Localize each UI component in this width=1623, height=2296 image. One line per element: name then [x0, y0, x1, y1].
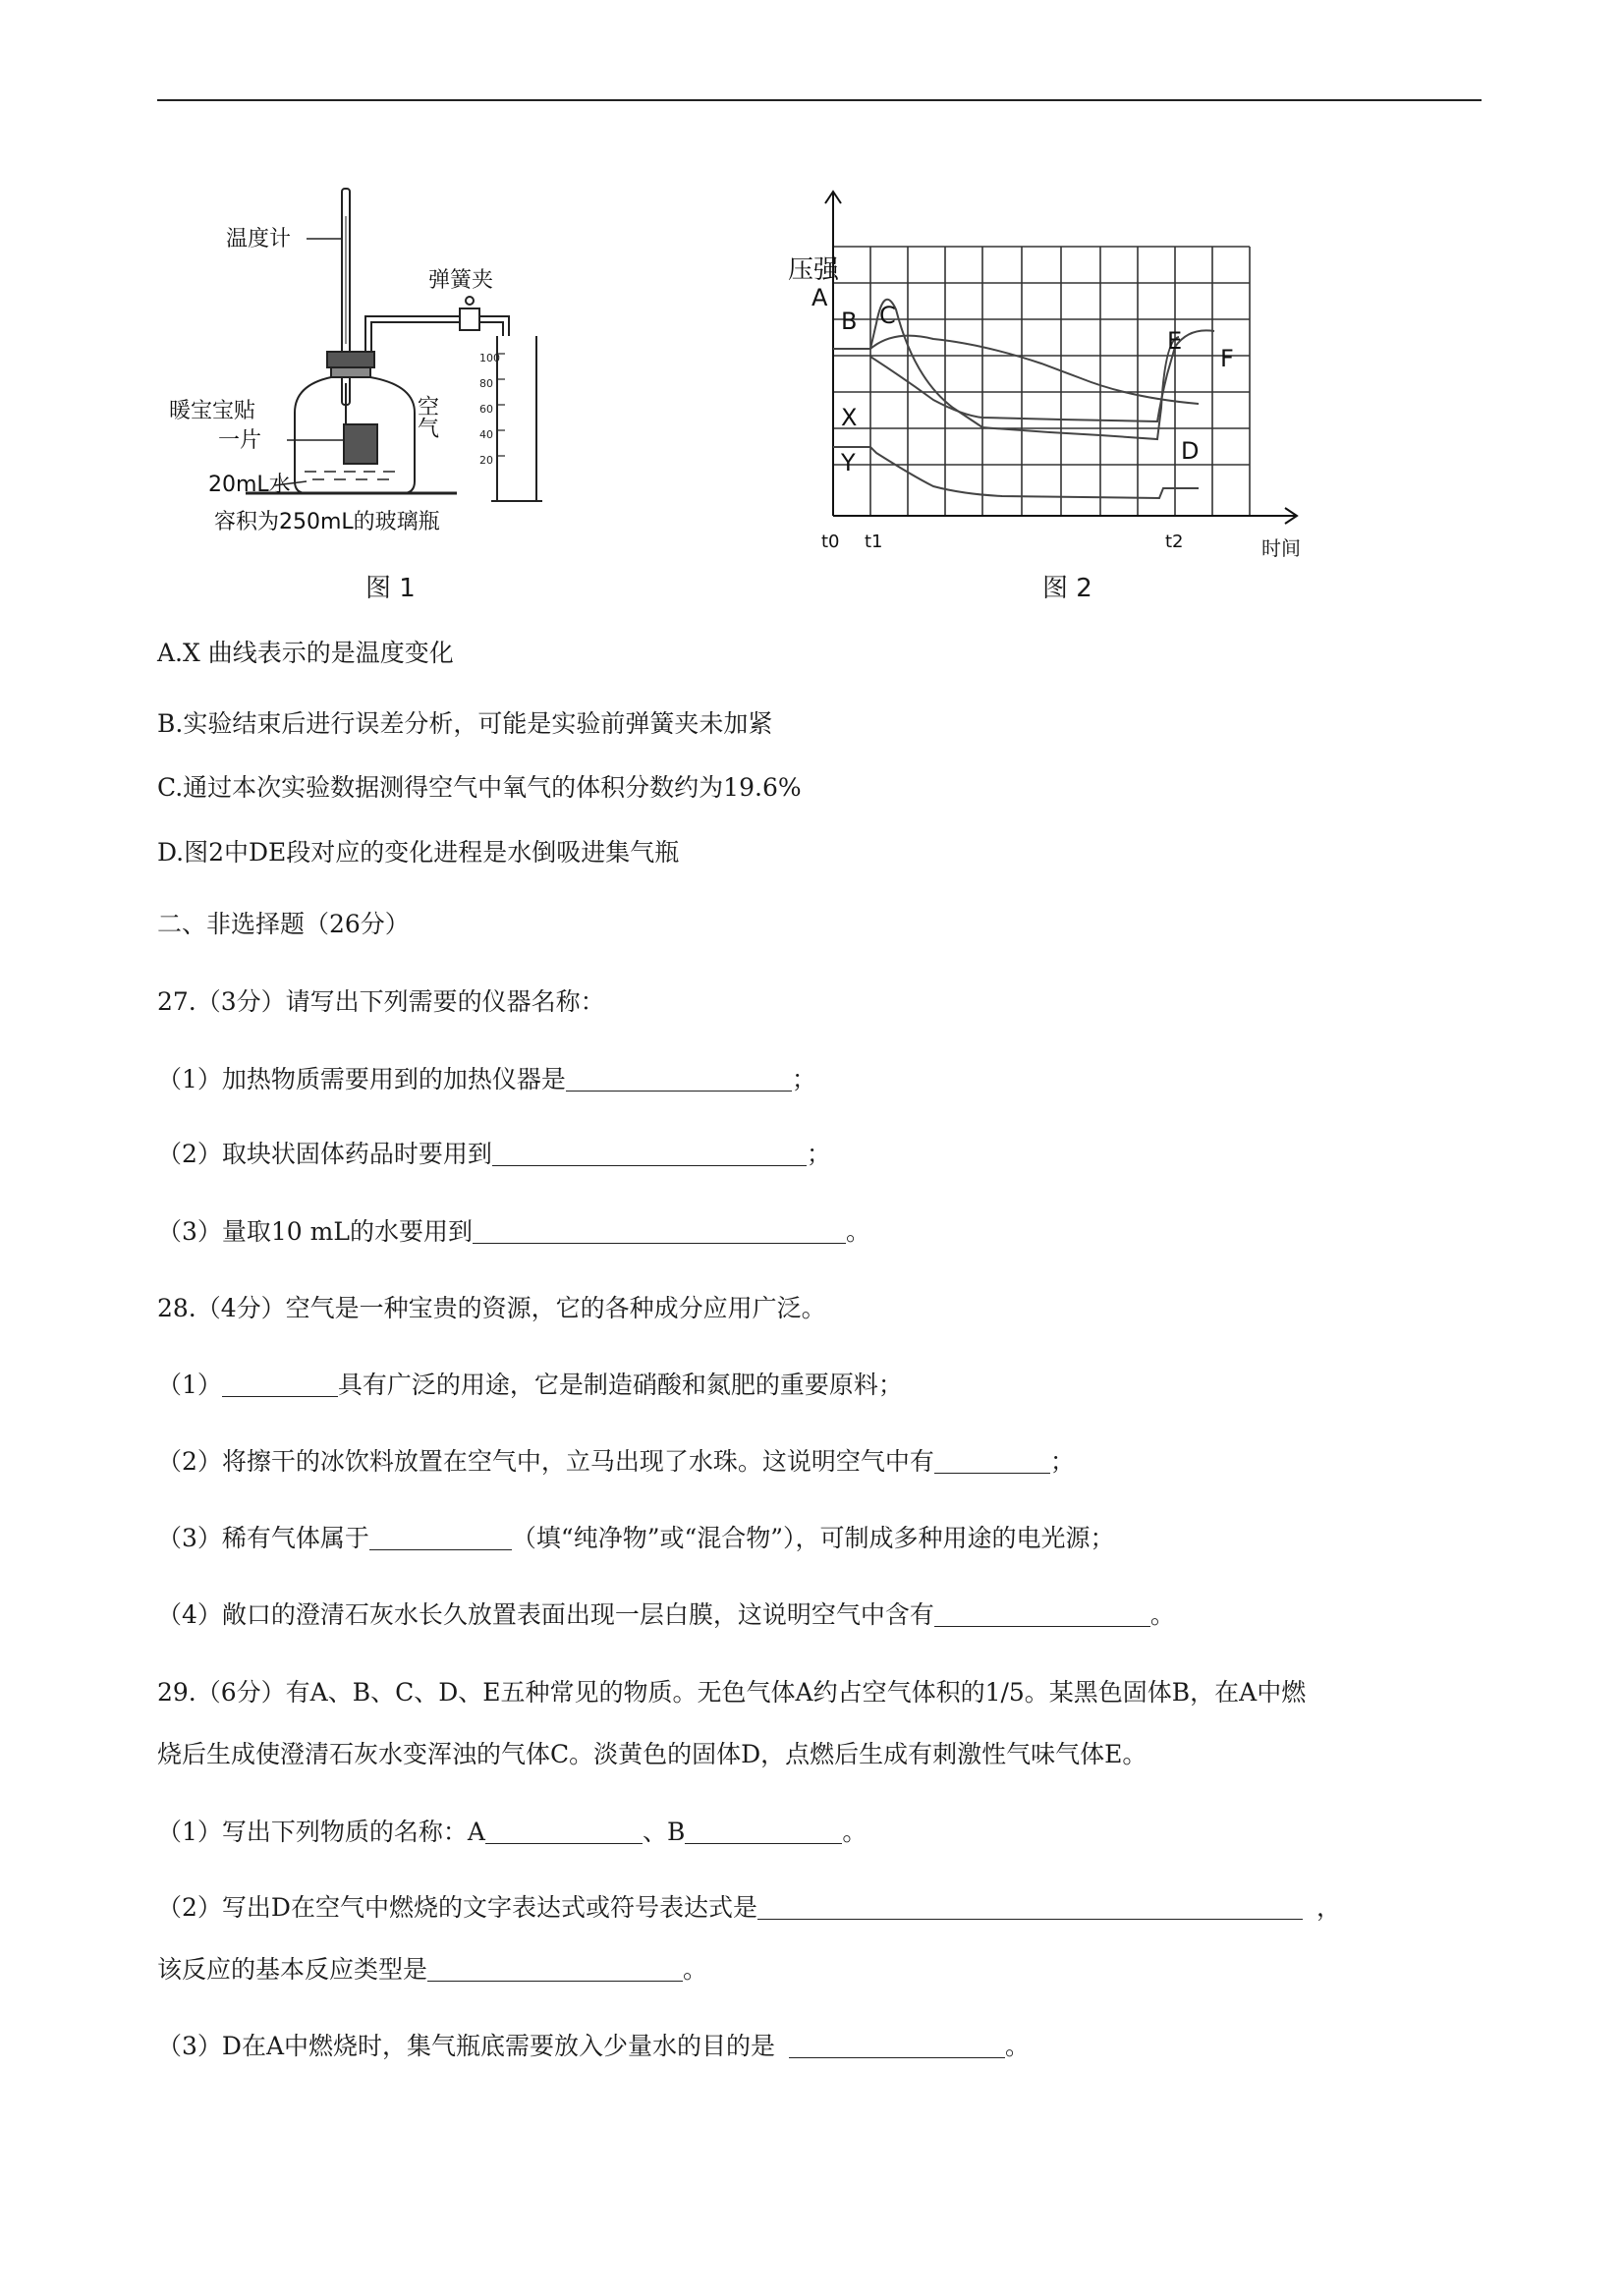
question-28-4 [157, 1598, 1175, 1632]
figure-2-caption: 图 2 [1042, 574, 1092, 603]
question-29-2-text: （2）写出D在空气中燃烧的文字表达式或符号表达式是 [157, 1893, 757, 1922]
question-29-1-text: （1）写出下列物质的名称：A [157, 1818, 485, 1846]
question-27-1-text: （1）加热物质需要用到的加热仪器是 [157, 1065, 566, 1093]
option-a: A.X 曲线表示的是温度变化 [157, 639, 454, 667]
tick-20: 20 [479, 454, 493, 467]
question-27-2-end: ； [806, 1140, 831, 1168]
answer-blank-28-1[interactable] [222, 1371, 338, 1397]
question-29-1-mid: 、B [642, 1818, 686, 1846]
question-28-2 [157, 1445, 1075, 1479]
answer-blank-29-2-a[interactable] [757, 1893, 1303, 1920]
question-29-3-text: （3）D在A中燃烧时，集气瓶底需要放入少量水的目的是 [157, 2032, 776, 2060]
tick-t1: t1 [865, 532, 883, 552]
tick-80: 80 [479, 377, 493, 390]
bottle-label: 容积为250mL的玻璃瓶 [214, 510, 440, 534]
option-d: D.图2中DE段对应的变化进程是水倒吸进集气瓶 [157, 838, 680, 867]
question-27-2 [157, 1138, 831, 1171]
warmer-label-2: 一片 [218, 428, 262, 453]
y-axis-label: 压强 [788, 255, 840, 285]
spring-clamp [460, 308, 479, 330]
option-c: C.通过本次实验数据测得空气中氧气的体积分数约为19.6% [157, 773, 802, 802]
letter-f: F [1220, 345, 1234, 372]
question-29-2-cont-text: 该反应的基本反应类型是 [157, 1955, 428, 1984]
warmer-label-1: 暖宝宝贴 [169, 399, 256, 423]
answer-blank-28-4[interactable] [934, 1600, 1150, 1627]
figure-1-caption: 图 1 [365, 574, 416, 603]
tick-t2: t2 [1165, 532, 1184, 552]
x-axis-label: 时间 [1261, 536, 1301, 560]
figure-2-graph [786, 182, 1316, 565]
question-29-2-end: ， [1315, 1893, 1341, 1922]
air-label: 空气 [414, 395, 439, 438]
letter-a: A [812, 284, 828, 311]
tick-40: 40 [479, 428, 493, 441]
question-28-1 [157, 1369, 903, 1402]
answer-blank-27-1[interactable] [566, 1065, 792, 1092]
question-28-3 [157, 1522, 1115, 1555]
answer-blank-28-3[interactable] [369, 1524, 512, 1550]
answer-blank-29-3[interactable] [789, 2032, 1005, 2058]
letter-b: B [841, 308, 858, 335]
question-28-3-text: （3）稀有气体属于 [157, 1524, 369, 1552]
section-heading: 二、非选择题（26分） [157, 910, 410, 938]
question-29-3 [157, 2030, 1030, 2063]
grid [833, 247, 1250, 516]
question-29-2 [157, 1891, 1341, 1925]
answer-blank-29-1-b[interactable] [685, 1818, 842, 1844]
question-28-2-text: （2）将擦干的冰饮料放置在空气中，立马出现了水珠。这说明空气中有 [157, 1447, 934, 1476]
question-28: 28.（4分）空气是一种宝贵的资源，它的各种成分应用广泛。 [157, 1294, 826, 1322]
question-29-continued: 烧后生成使澄清石灰水变浑浊的气体C。淡黄色的固体D，点燃后生成有刺激性气味气体E。 [157, 1740, 1147, 1768]
header-rule [157, 99, 1482, 101]
answer-blank-29-1-a[interactable] [485, 1818, 643, 1844]
letter-y: Y [841, 449, 856, 476]
question-28-1-prefix: （1） [157, 1371, 222, 1399]
question-28-2-end: ； [1049, 1447, 1075, 1476]
letter-e: E [1167, 327, 1183, 355]
letter-x: X [841, 404, 858, 431]
question-28-1-text: 具有广泛的用途，它是制造硝酸和氮肥的重要原料； [337, 1371, 903, 1399]
question-27-3-text: （3）量取10 mL的水要用到 [157, 1217, 473, 1246]
curve-y [833, 447, 1199, 498]
answer-blank-28-2[interactable] [934, 1447, 1050, 1474]
clamp-label: 弹簧夹 [428, 268, 494, 293]
question-29-1 [157, 1816, 867, 1849]
tick-t0: t0 [821, 532, 840, 552]
question-29-3-end: 。 [1005, 2032, 1031, 2060]
warmer-patch [344, 424, 377, 464]
question-29-2-continued [157, 1953, 707, 1987]
question-29-1-end: 。 [842, 1818, 867, 1846]
curve-oxygen [870, 330, 1214, 421]
question-27-1 [157, 1063, 816, 1096]
option-b: B.实验结束后进行误差分析，可能是实验前弹簧夹未加紧 [157, 709, 773, 738]
question-29-2-cont-end: 。 [683, 1955, 708, 1984]
letter-d: D [1181, 437, 1200, 465]
answer-blank-29-2-b[interactable] [427, 1955, 683, 1982]
question-29: 29.（6分）有A、B、C、D、E五种常见的物质。无色气体A约占空气体积的1/5。某黑色固体B，在A中燃 [157, 1678, 1307, 1707]
water-level [305, 472, 395, 479]
tick-60: 60 [479, 403, 493, 416]
answer-blank-27-2[interactable] [492, 1140, 807, 1166]
question-28-4-text: （4）敞口的澄清石灰水长久放置表面出现一层白膜，这说明空气中含有 [157, 1600, 934, 1629]
question-27: 27.（3分）请写出下列需要的仪器名称： [157, 987, 605, 1016]
question-27-3-end: 。 [845, 1217, 870, 1246]
question-28-4-end: 。 [1149, 1600, 1175, 1629]
letter-c: C [879, 302, 896, 329]
answer-blank-27-3[interactable] [473, 1217, 846, 1244]
question-27-2-text: （2）取块状固体药品时要用到 [157, 1140, 492, 1168]
question-27-3 [157, 1215, 870, 1249]
question-27-1-end: ； [791, 1065, 816, 1093]
water-label: 20mL水 [208, 473, 291, 497]
thermometer-label: 温度计 [226, 227, 292, 252]
tick-100: 100 [479, 352, 500, 364]
question-28-3-end: （填“纯净物”或“混合物”），可制成多种用途的电光源； [511, 1524, 1115, 1552]
figure-1-apparatus [169, 177, 521, 550]
